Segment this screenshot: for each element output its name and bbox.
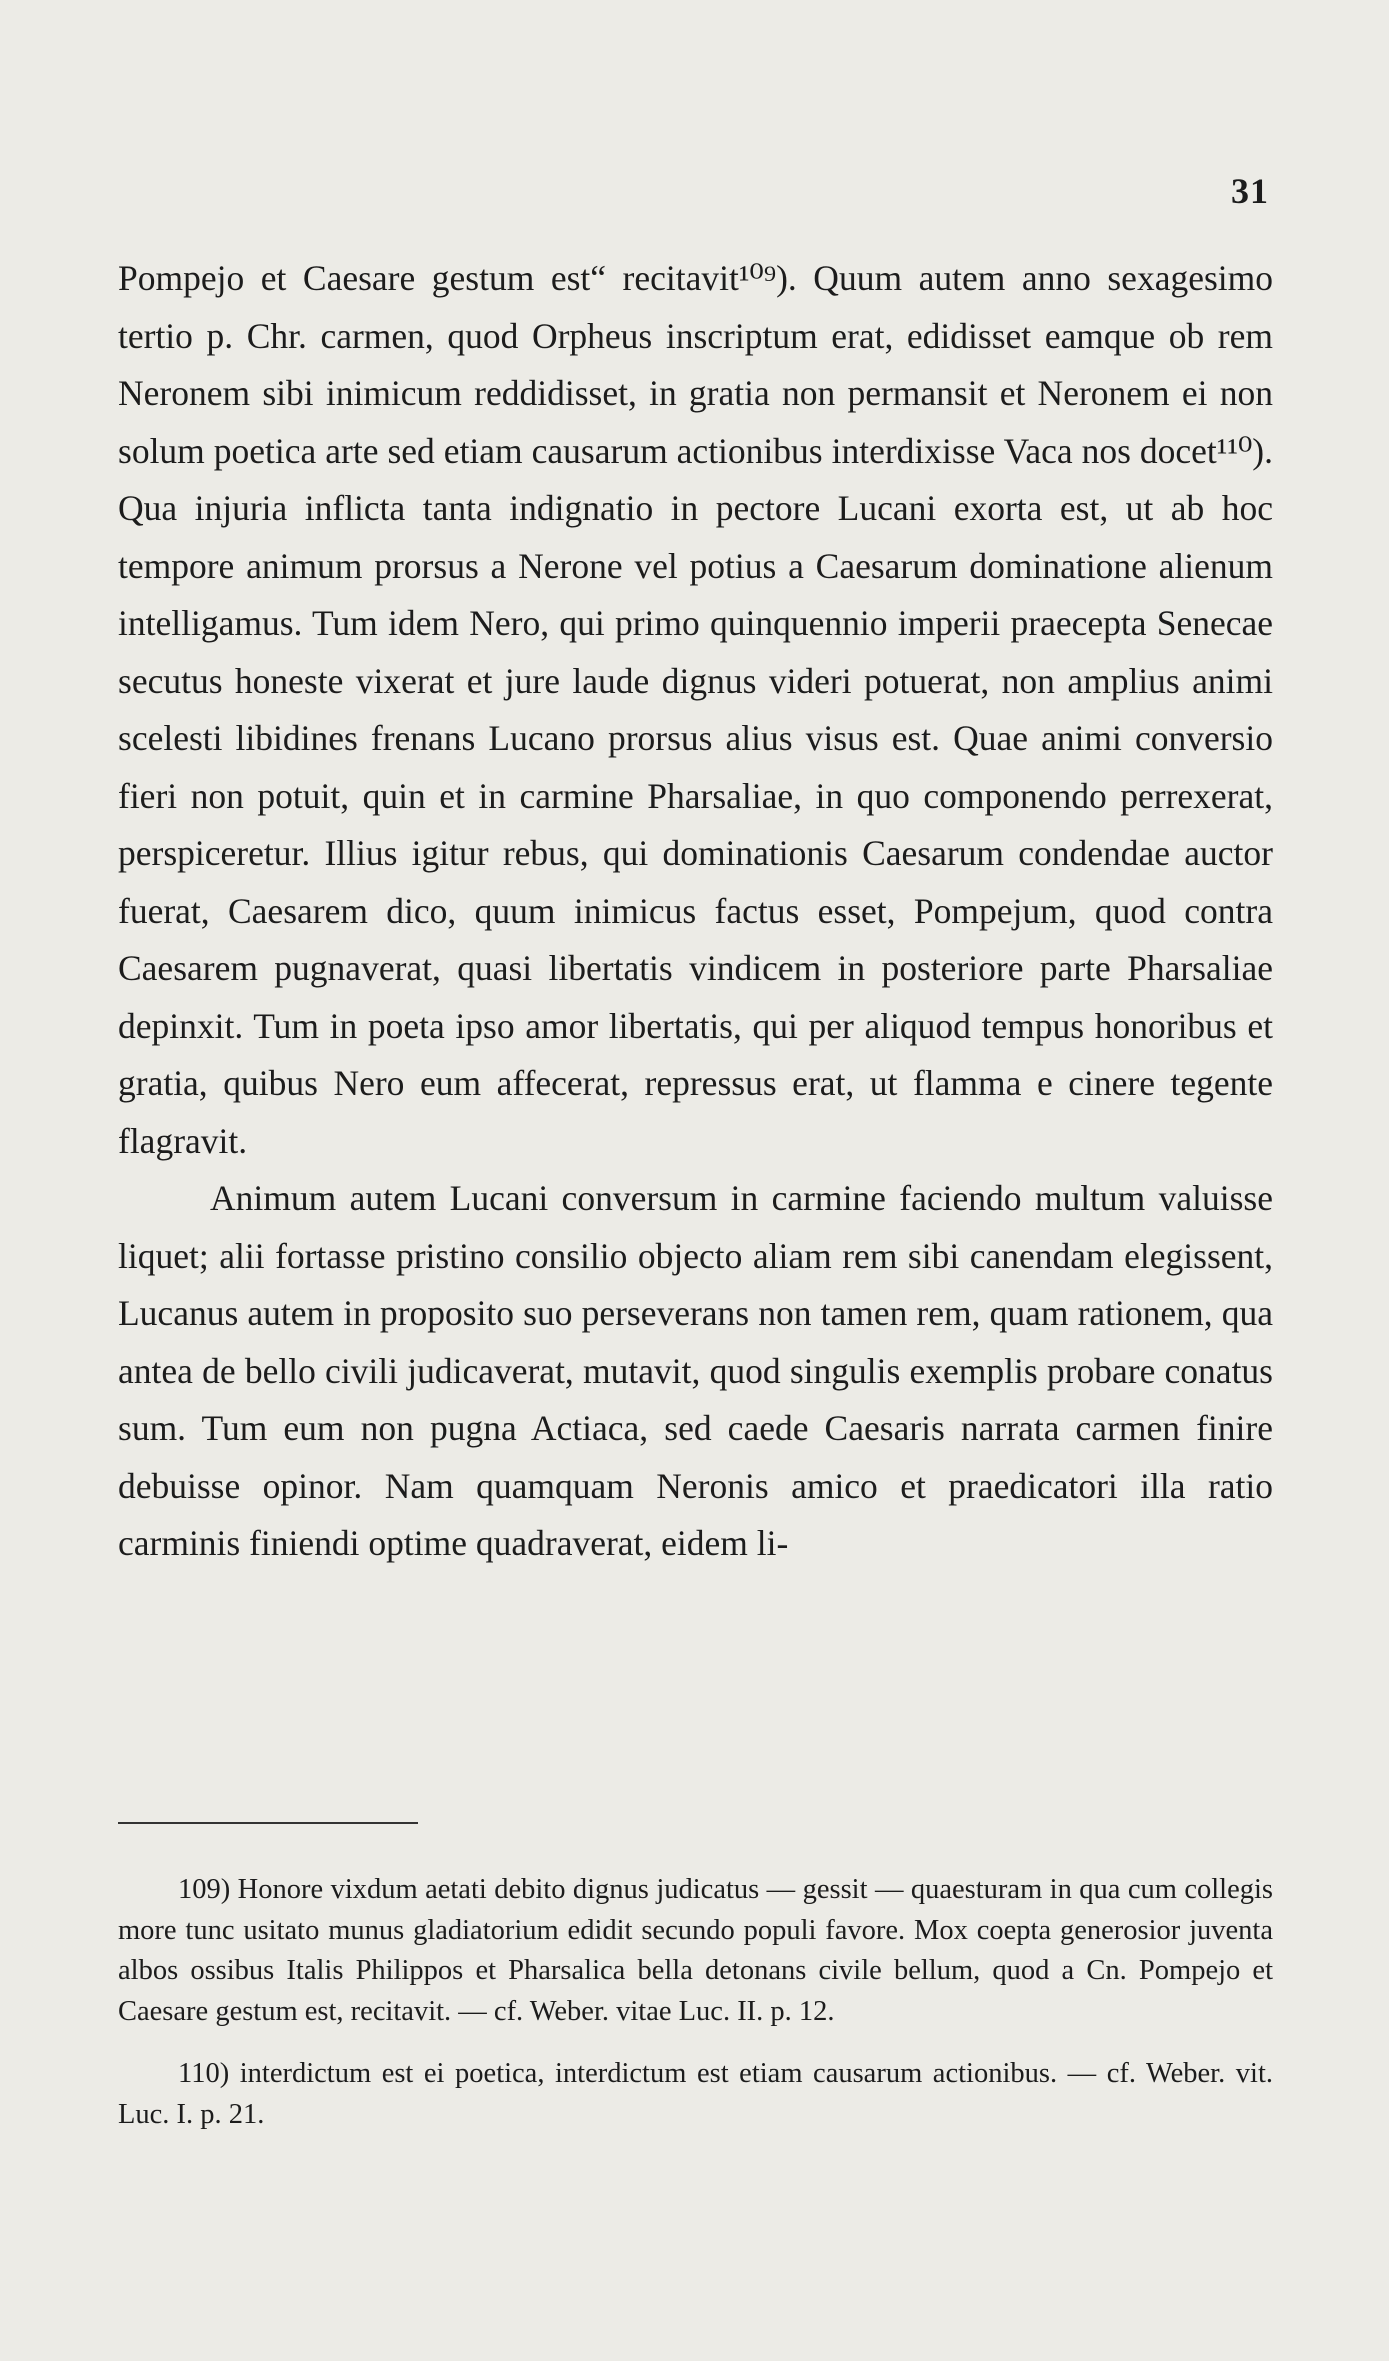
footnote-109: 109) Honore vixdum aetati debito dignus judicatus — gessit — quaesturam in qua cum collegis more tunc usitato munus gladiatorium edidit secundo populi favore. Mox coepta generosior juventa albos ossibus Italis Philippos et Pharsalica bella detonans civile bellum, quod a Cn. Pompejo et Caesare gestum est, recitavit. — cf. Weber. vitae Luc. II. p. 12. — [118, 1874, 1273, 2027]
main-text — [118, 250, 1273, 1573]
paragraph-2: Animum autem Lucani conversum in carmine faciendo multum valuisse liquet; alii fortasse pristino consilio objecto aliam rem sibi canendam elegissent, Lucanus autem in proposito suo perseverans non tamen rem, quam rationem, qua antea de bello civili judicaverat, mutavit, quod singulis exemplis probare conatus sum. Tum eum non pugna Actiaca, sed caede Caesaris narrata carmen finire debuisse opinor. Nam quamquam Neronis amico et praedicatori illa ratio carminis finiendi optime quadraverat, eidem li- — [118, 1178, 1273, 1563]
page-number: 31 — [1231, 171, 1269, 211]
paragraph-1: Pompejo et Caesare gestum est“ recitavit¹⁰⁹). Quum autem anno sexagesimo tertio p. Chr. carmen, quod Orpheus inscriptum erat, edidisset eamque ob rem Neronem sibi inimicum reddidisset, in gratia non permansit et Neronem ei non solum poetica arte sed etiam causarum actionibus interdixisse Vaca nos docet¹¹⁰). Qua injuria inflicta tanta indignatio in pectore Lucani exorta est, ut ab hoc tempore animum prorsus a Nerone vel potius a Caesarum dominatione alienum intelligamus. Tum idem Nero, qui primo quinquennio imperii praecepta Senecae secutus honeste vixerat et jure laude dignus videri potuerat, non amplius animi scelesti libidines frenans Lucano prorsus alius visus est. Quae animi conversio fieri non potuit, quin et in carmine Pharsaliae, in quo componendo perrexerat, perspiceretur. Illius igitur rebus, qui dominationis Caesarum condendae auctor fuerat, Caesarem dico, quum inimicus factus esset, Pompejum, quod contra Caesarem pugnaverat, quasi libertatis vindicem in posteriore parte Pharsaliae depinxit. Tum in poeta ipso amor libertatis, qui per aliquod tempus honoribus et gratia, quibus Nero eum affecerat, repressus erat, ut flamma e cinere tegente flagravit. — [118, 258, 1273, 1161]
footnote-divider — [118, 1822, 418, 1824]
footnotes — [118, 1870, 1273, 2157]
footnote-110: 110) interdictum est ei poetica, interdictum est etiam causarum actionibus. — cf. Weber. vit. Luc. I. p. 21. — [118, 2058, 1273, 2130]
